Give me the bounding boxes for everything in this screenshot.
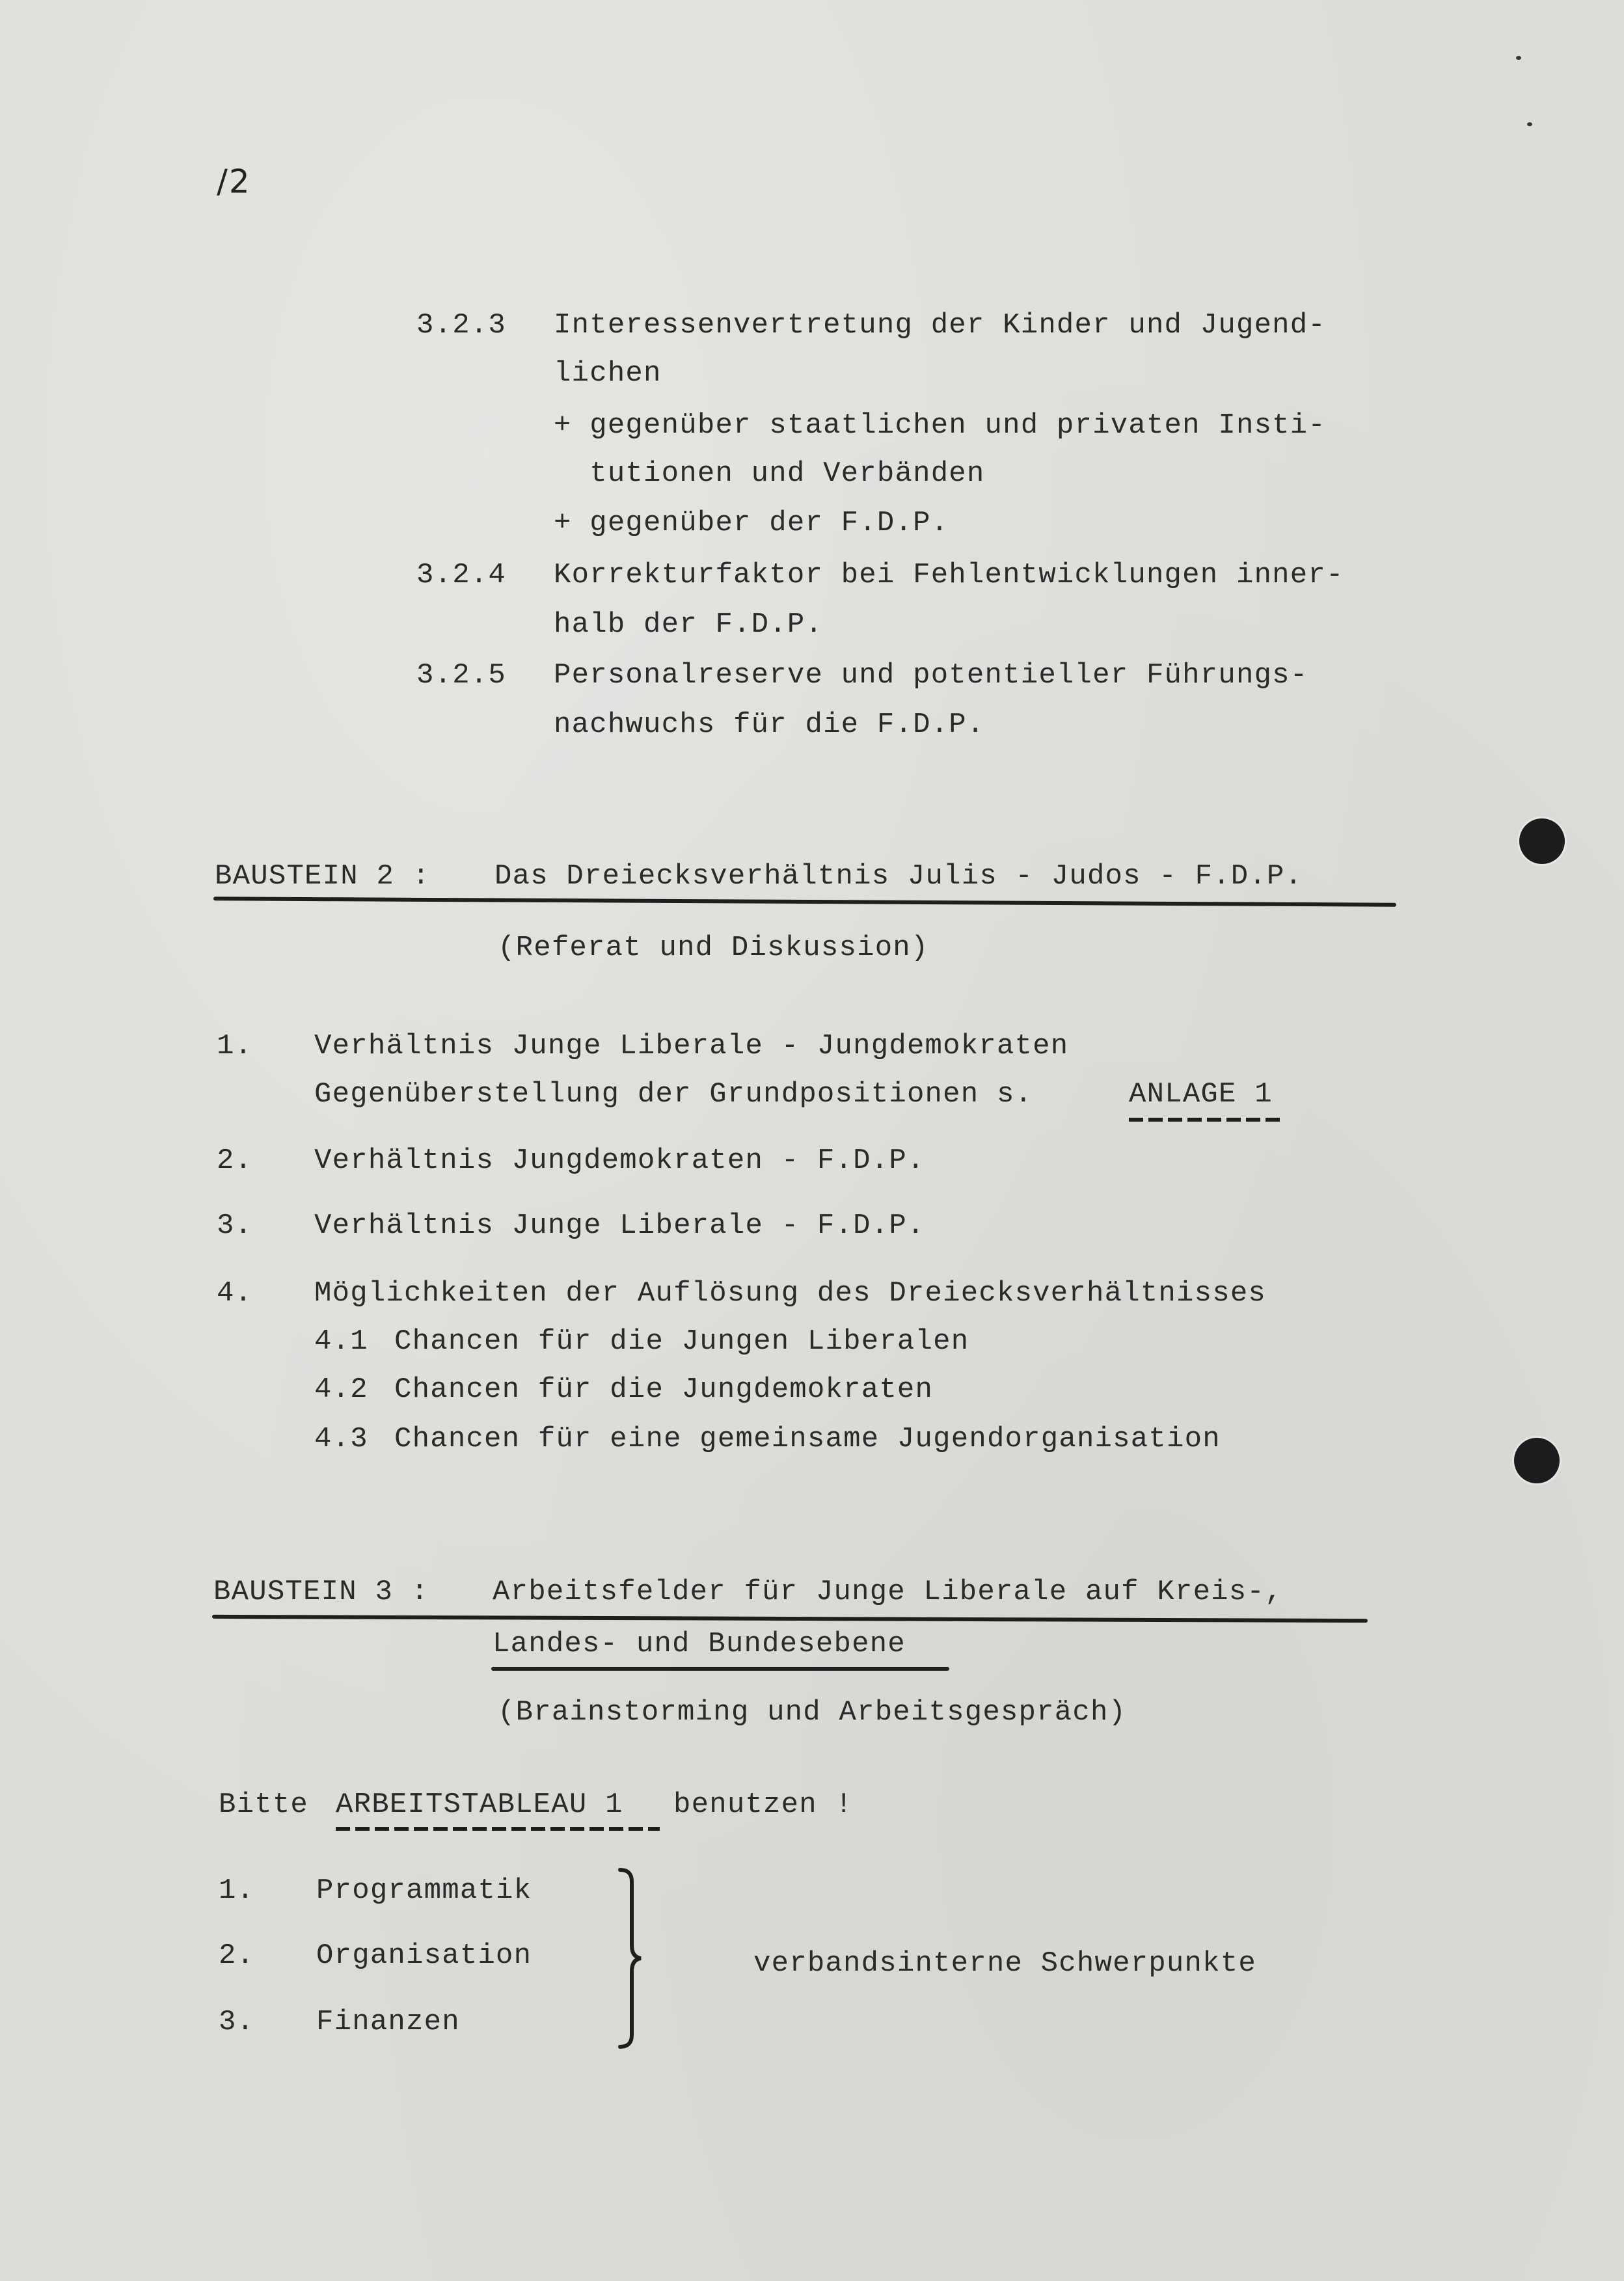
list-text: Gegenüberstellung der Grundpositionen s.	[314, 1078, 1033, 1111]
scan-speck	[1516, 56, 1521, 60]
list-text: Verhältnis Junge Liberale - Jungdemokraten	[314, 1030, 1069, 1062]
dashed-underline	[1129, 1118, 1285, 1122]
baustein-title-line2: Landes- und Bundesebene	[493, 1628, 906, 1660]
baustein-title-line1: Arbeitsfelder für Junge Liberale auf Kreis-,	[493, 1576, 1283, 1608]
list-number: 3.	[219, 2006, 255, 2038]
item-number: 3.2.5	[416, 659, 507, 692]
instruction-suffix: benutzen !	[673, 1788, 854, 1821]
item-number: 3.2.4	[416, 559, 507, 591]
page-number: /2	[217, 163, 251, 200]
item-text: tutionen und Verbänden	[554, 457, 985, 490]
instruction-prefix: Bitte	[219, 1788, 309, 1821]
item-number: 3.2.3	[416, 309, 507, 342]
anlage-reference: ANLAGE 1	[1129, 1078, 1273, 1111]
item-text: Personalreserve und potentieller Führungs-	[554, 659, 1308, 692]
list-text: Möglichkeiten der Auflösung des Dreiecksverhältnisses	[314, 1277, 1267, 1310]
baustein-method: (Brainstorming und Arbeitsgespräch)	[498, 1696, 1127, 1729]
list-text: Organisation	[316, 1939, 532, 1972]
list-text: Programmatik	[316, 1874, 532, 1907]
list-text: Finanzen	[316, 2006, 460, 2038]
item-text: + gegenüber der F.D.P.	[554, 507, 949, 539]
punch-hole	[1519, 818, 1565, 864]
list-number: 4.	[217, 1277, 253, 1310]
sublist-text: Chancen für die Jungdemokraten	[394, 1373, 934, 1406]
heading-underline	[491, 1667, 949, 1671]
sublist-text: Chancen für eine gemeinsame Jugendorganisation	[394, 1423, 1221, 1455]
arbeitstableau-reference: ARBEITSTABLEAU 1	[336, 1788, 623, 1821]
item-text: Interessenvertretung der Kinder und Jugend-	[554, 309, 1326, 342]
dashed-underline	[336, 1827, 660, 1831]
list-text: Verhältnis Junge Liberale - F.D.P.	[314, 1209, 925, 1242]
list-text: Verhältnis Jungdemokraten - F.D.P.	[314, 1144, 925, 1177]
list-number: 3.	[217, 1209, 253, 1242]
list-number: 2.	[219, 1939, 255, 1972]
item-text: nachwuchs für die F.D.P.	[554, 709, 985, 741]
item-text: Korrekturfaktor bei Fehlentwicklungen inner-	[554, 559, 1344, 591]
sublist-number: 4.2	[314, 1373, 368, 1406]
list-number: 1.	[217, 1030, 253, 1062]
baustein-label: BAUSTEIN 2 :	[215, 860, 431, 893]
list-number: 2.	[217, 1144, 253, 1177]
list-number: 1.	[219, 1874, 255, 1907]
sublist-number: 4.1	[314, 1325, 368, 1358]
right-brace-icon	[615, 1867, 654, 2049]
item-text: lichen	[554, 357, 662, 390]
baustein-method: (Referat und Diskussion)	[498, 932, 929, 964]
baustein-title: Das Dreiecksverhältnis Julis - Judos - F.D.P.	[494, 860, 1303, 893]
punch-hole	[1514, 1438, 1560, 1483]
item-text: halb der F.D.P.	[554, 608, 824, 641]
heading-underline	[213, 897, 1396, 907]
sublist-text: Chancen für die Jungen Liberalen	[394, 1325, 969, 1358]
heading-underline	[212, 1615, 1368, 1623]
scan-speck	[1527, 122, 1532, 126]
sublist-number: 4.3	[314, 1423, 368, 1455]
baustein-label: BAUSTEIN 3 :	[213, 1576, 429, 1608]
brace-label: verbandsinterne Schwerpunkte	[753, 1947, 1256, 1980]
item-text: + gegenüber staatlichen und privaten Insti-	[554, 409, 1326, 442]
